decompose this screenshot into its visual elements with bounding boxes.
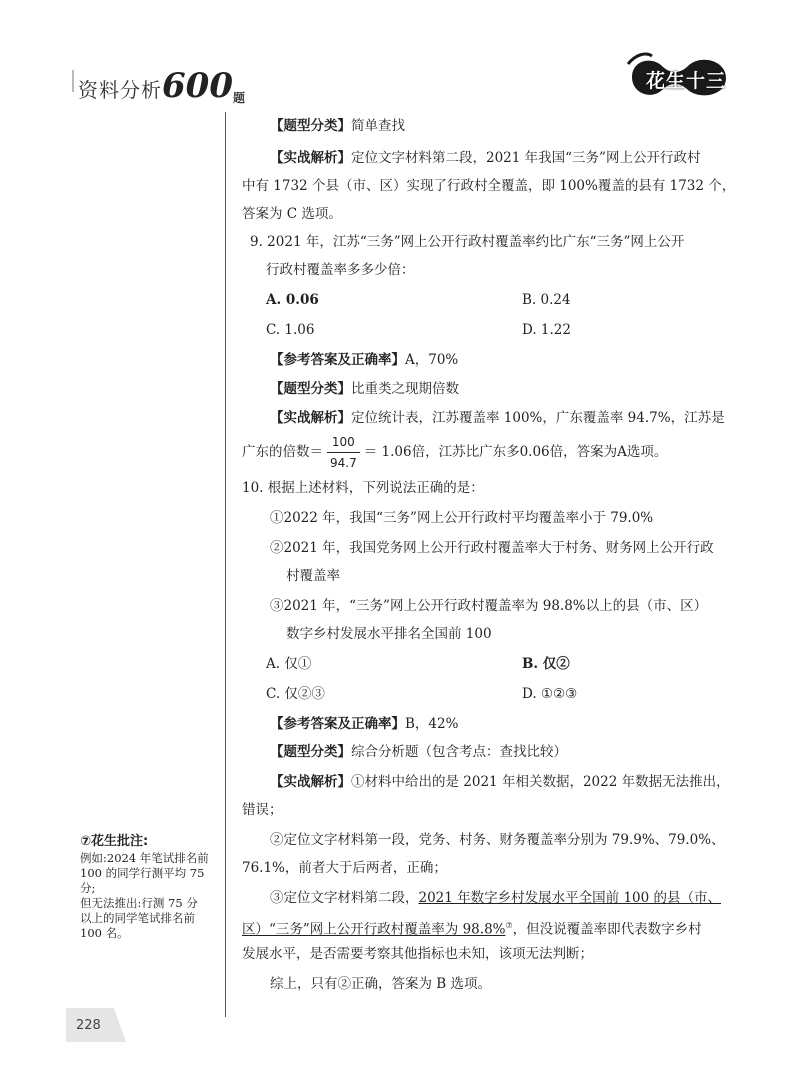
q10-answer-line: 【参考答案及正确率】B，42% bbox=[270, 716, 459, 732]
book-title bbox=[78, 66, 246, 106]
logo-text: 花生十三 bbox=[646, 70, 727, 92]
q10-type-line: 【题型分类】综合分析题（包含考点：查找比较） bbox=[270, 744, 567, 760]
side-note-line: 分; bbox=[80, 881, 96, 895]
q10-analysis-line-2: 错误； bbox=[242, 802, 283, 818]
q10-statement-1: ①2022 年，我国“三务”网上公开行政村平均覆盖率小于 79.0% bbox=[270, 510, 654, 526]
q10-analysis-line-7: 发展水平，是否需要考察其他指标也未知，该项无法判断； bbox=[242, 946, 593, 962]
q8-analysis-line-2: 中有 1732 个县（市、区）实现了行政村全覆盖，即 100%覆盖的县有 1732 个， bbox=[242, 178, 736, 194]
q9-analysis-line-2: 广东的倍数＝ $\frac{100}{94.7}$ ＝ 1.06倍，江苏比广东多0.06倍，答案为A选项。 bbox=[242, 432, 667, 473]
side-note-line: 例如:2024 年笔试排名前 bbox=[80, 851, 209, 865]
q10-option-b: B. 仅② bbox=[522, 656, 570, 672]
q10-statement-2a: ②2021 年，我国党务网上公开行政村覆盖率大于村务、财务网上公开行政 bbox=[270, 540, 714, 556]
side-note-line: 100 的同学行测平均 75 bbox=[80, 866, 205, 880]
side-note bbox=[80, 834, 220, 941]
side-note-title: ⑦花生批注: bbox=[80, 834, 149, 849]
q9-type-line: 【题型分类】比重类之现期倍数 bbox=[270, 381, 459, 397]
q10-stem: 10. 根据上述材料，下列说法正确的是： bbox=[242, 480, 484, 496]
book-title-text: 资料分析 bbox=[78, 78, 162, 102]
q9-option-a: A. 0.06 bbox=[266, 292, 319, 308]
column-divider bbox=[225, 112, 226, 1017]
q10-option-a: A. 仅① bbox=[266, 656, 312, 672]
q10-option-d: D. ①②③ bbox=[522, 686, 578, 702]
q9-answer-line: 【参考答案及正确率】A，70% bbox=[270, 352, 459, 368]
q9-option-d: D. 1.22 bbox=[522, 322, 571, 338]
q10-option-c: C. 仅②③ bbox=[266, 686, 325, 702]
q9-option-b: B. 0.24 bbox=[522, 292, 571, 308]
q9-analysis-line-1: 【实战解析】定位统计表，江苏覆盖率 100%，广东覆盖率 94.7%，江苏是 bbox=[270, 410, 725, 426]
q9-stem-line-1: 9. 2021 年，江苏“三务”网上公开行政村覆盖率约比广东“三务”网上公开 bbox=[250, 234, 685, 250]
q8-analysis-line-1: 【实战解析】定位文字材料第二段，2021 年我国“三务”网上公开行政村 bbox=[270, 150, 701, 166]
q10-analysis-line-6: 区）“三务”网上公开行政村覆盖率为 98.8%⑦，但没说覆盖率即代表数字乡村 bbox=[242, 921, 702, 938]
book-suffix: 题 bbox=[232, 91, 246, 105]
q9-option-c: C. 1.06 bbox=[266, 322, 315, 338]
side-note-line: 100 名。 bbox=[80, 926, 129, 940]
fraction: $\frac{100}{94.7}$ bbox=[327, 432, 360, 473]
q9-stem-line-2: 行政村覆盖率多多少倍： bbox=[266, 262, 415, 278]
page-number: 228 bbox=[76, 1018, 101, 1033]
q10-analysis-line-5: ③定位文字材料第二段，2021 年数字乡村发展水平全国前 100 的县（市、 bbox=[270, 890, 721, 906]
q10-statement-3b: 数字乡村发展水平排名全国前 100 bbox=[286, 626, 492, 642]
q10-analysis-line-3: ②定位文字材料第一段，党务、村务、财务覆盖率分别为 79.9%、79.0%、 bbox=[270, 832, 725, 848]
side-note-line: 以上的同学笔试排名前 bbox=[80, 911, 195, 925]
note-marker: ⑦ bbox=[505, 921, 513, 930]
q10-analysis-line-1: 【实战解析】①材料中给出的是 2021 年相关数据，2022 年数据无法推出， bbox=[270, 774, 730, 790]
side-note-line: 但无法推出:行测 75 分 bbox=[80, 896, 198, 910]
q10-statement-3a: ③2021 年，“三务”网上公开行政村覆盖率为 98.8%以上的县（市、区） bbox=[270, 598, 708, 614]
header-divider bbox=[72, 70, 74, 92]
q10-analysis-line-4: 76.1%，前者大于后两者，正确； bbox=[242, 860, 447, 876]
q8-analysis-line-3: 答案为 C 选项。 bbox=[242, 206, 342, 222]
q10-statement-2b: 村覆盖率 bbox=[286, 568, 340, 584]
q8-type-line: 【题型分类】简单查找 bbox=[270, 118, 405, 134]
q10-analysis-line-8: 综上，只有②正确，答案为 B 选项。 bbox=[270, 976, 492, 992]
book-number: 600 bbox=[162, 66, 233, 106]
